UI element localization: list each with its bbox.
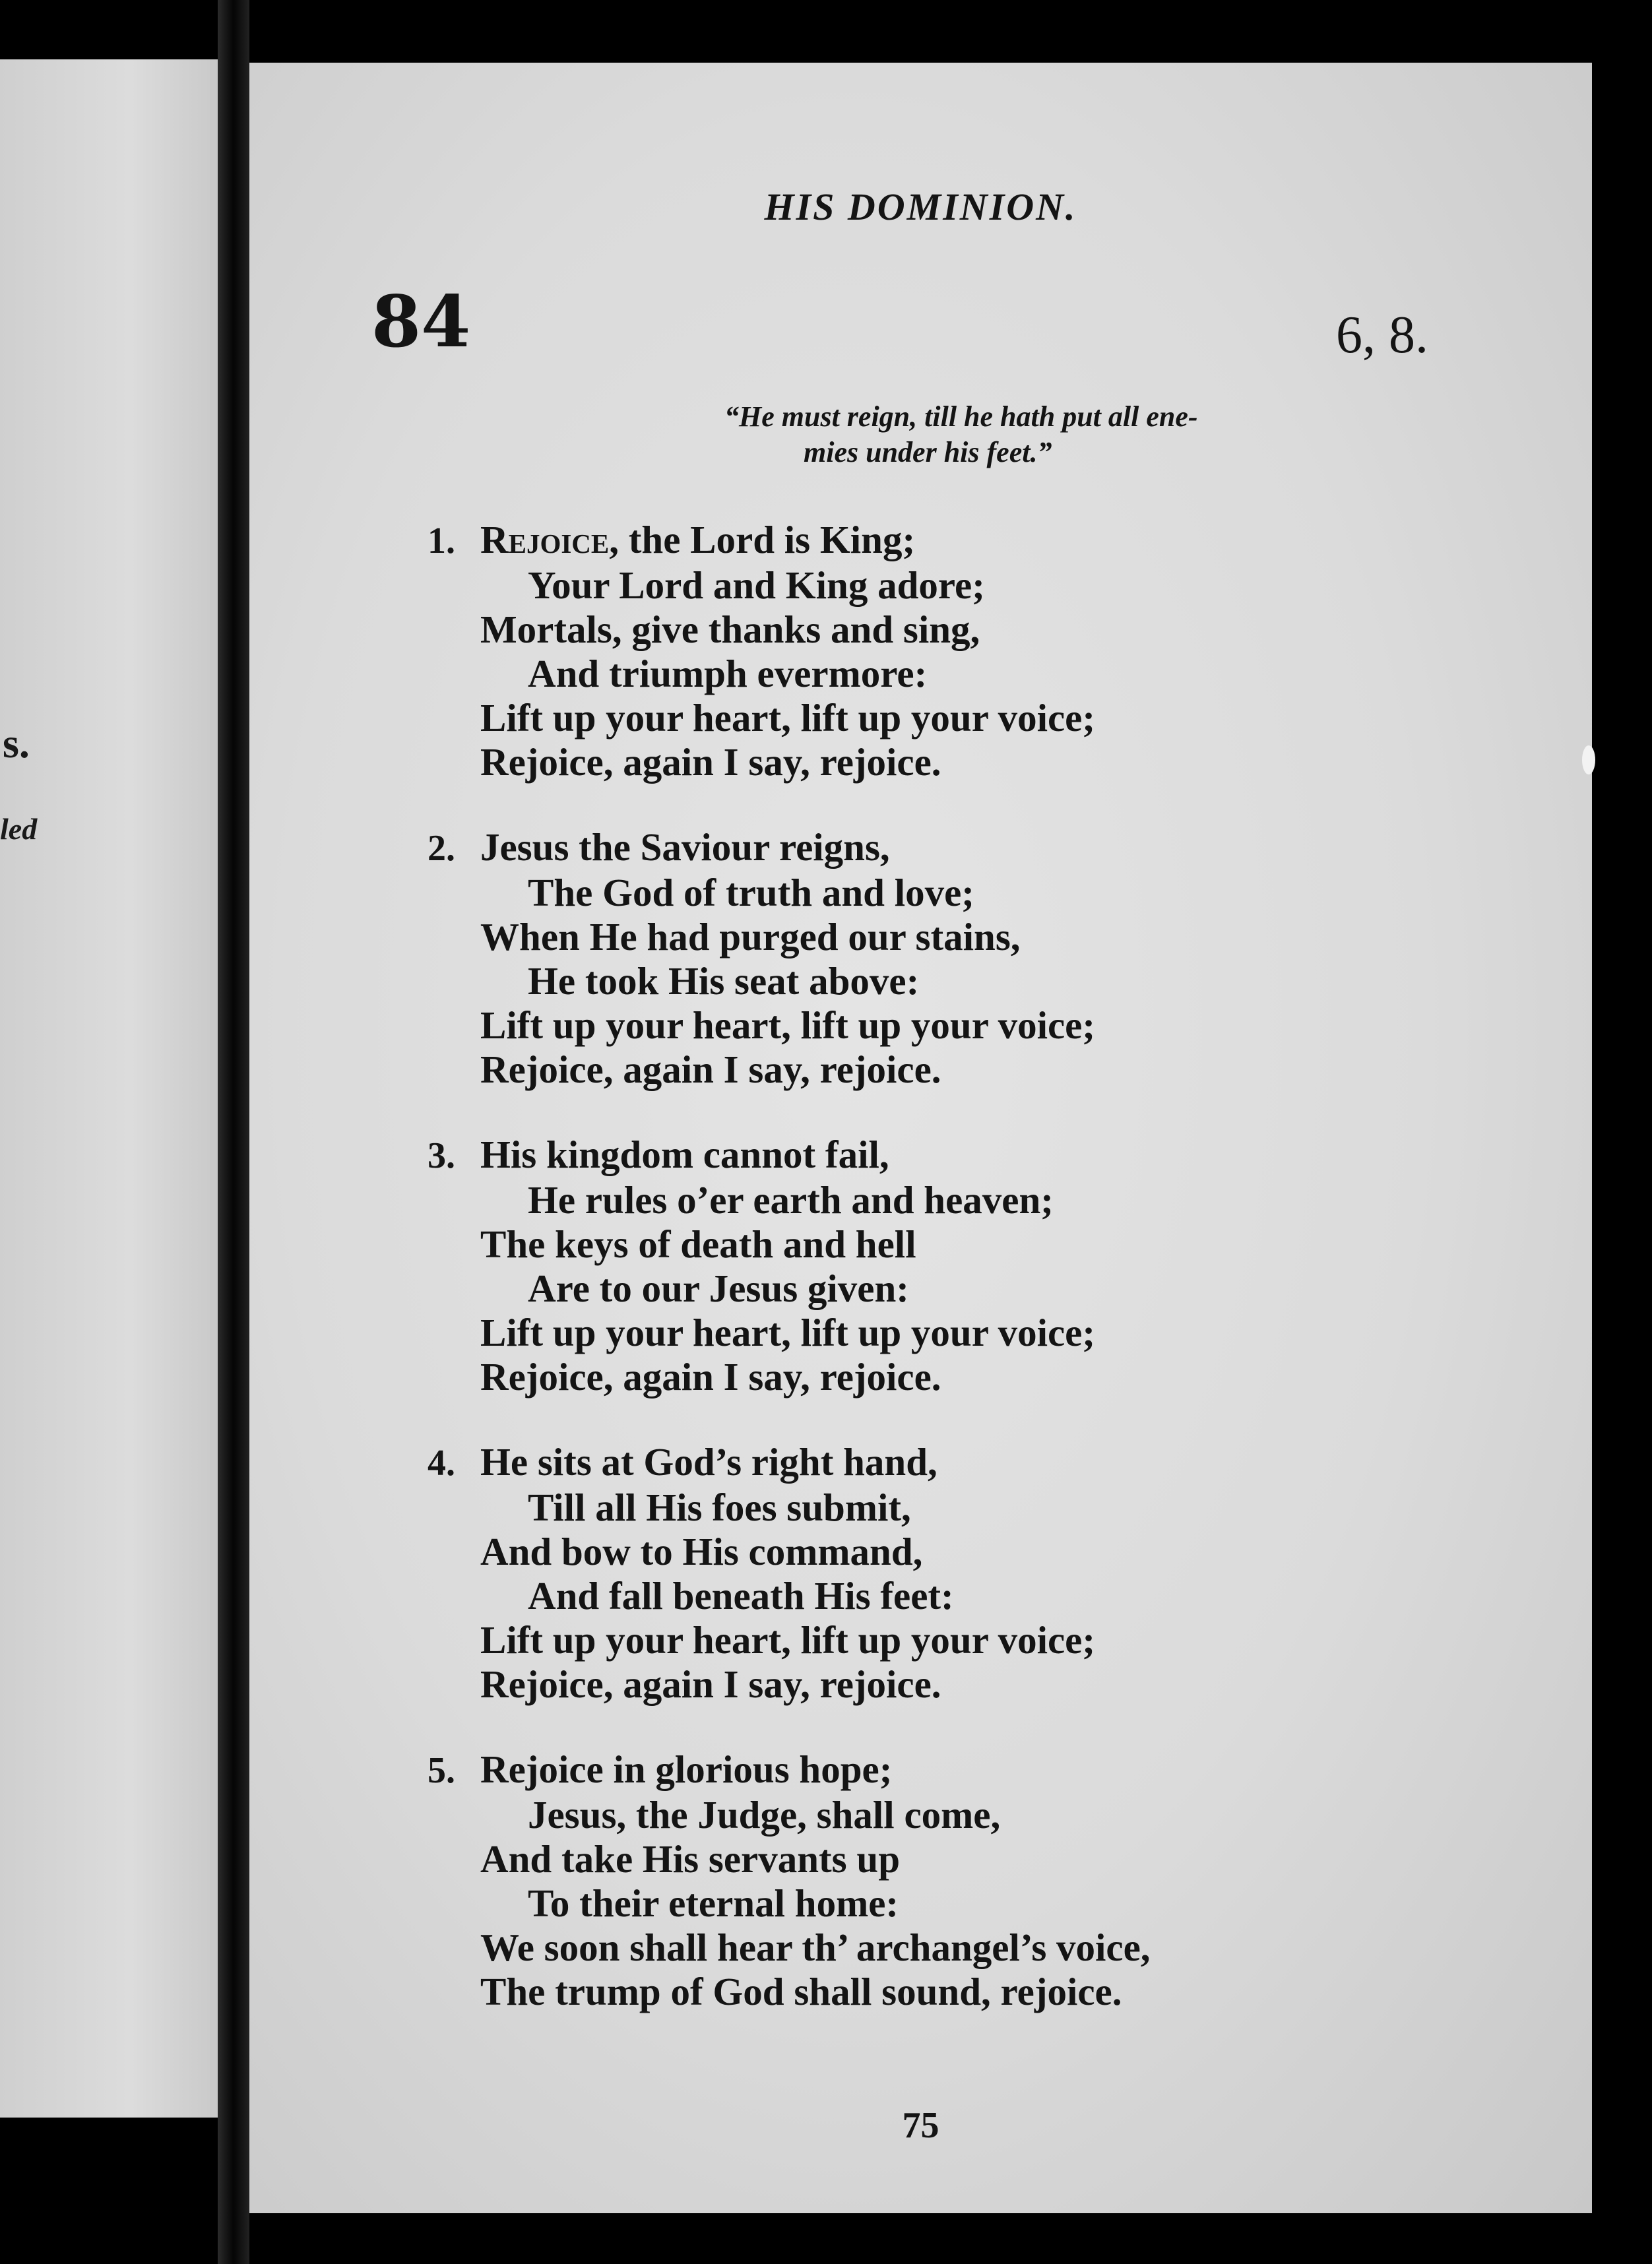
verse-line-text: And triumph evermore: (528, 652, 928, 695)
verse (428, 825, 1516, 1092)
paper-blemish (1582, 745, 1595, 774)
verse-line-text: Lift up your heart, lift up your voice; (480, 1618, 1095, 1662)
verse-line-text: He took His seat above: (528, 959, 920, 1003)
verse-line (428, 1970, 1516, 2014)
verse-line-text: He rules o’er earth and heaven; (528, 1178, 1054, 1222)
verse-line-text: Mortals, give thanks and sing, (480, 608, 980, 651)
verse-line-text: Rejoice, again I say, rejoice. (480, 1048, 941, 1091)
verse-number: 5. (428, 1750, 455, 1791)
running-head: HIS DOMINION. (764, 185, 1077, 228)
verse-line (428, 1926, 1516, 1970)
hymn-page (249, 63, 1592, 2213)
verse-line (428, 1311, 1516, 1355)
verse-line-text: And fall beneath His feet: (528, 1574, 954, 1618)
verse-line-text: We soon shall hear th’ archangel’s voice, (480, 1926, 1151, 1969)
verse-line (428, 1747, 1516, 1793)
epigraph-line: “He must reign, till he hath put all ene- (724, 400, 1198, 433)
verse-line-text: Lift up your heart, lift up your voice; (480, 1003, 1095, 1047)
verse-line-text: When He had purged our stains, (480, 915, 1021, 959)
verse-line-text: Rejoice, again I say, rejoice. (480, 740, 941, 784)
page-number: 75 (902, 2105, 939, 2146)
verse (428, 1747, 1516, 2014)
verse-line-text: Lift up your heart, lift up your voice; (480, 1311, 1095, 1354)
verse-line (428, 1267, 1516, 1311)
verse-line-text: Lift up your heart, lift up your voice; (480, 696, 1095, 739)
verse-line (428, 1793, 1516, 1837)
verse-line-text: And bow to His command, (480, 1530, 923, 1573)
verse-line-text: The keys of death and hell (480, 1222, 916, 1266)
verse-line-text: The trump of God shall sound, rejoice. (480, 1970, 1122, 2013)
verse-line-text: Are to our Jesus given: (528, 1267, 909, 1310)
verse-number: 3. (428, 1135, 455, 1176)
verse-line (428, 1222, 1516, 1267)
left-page-fragment: s. (3, 720, 30, 767)
verse-line-text: Till all His foes submit, (528, 1486, 911, 1529)
verse-line (428, 1530, 1516, 1574)
verse-line (428, 563, 1516, 608)
left-facing-page (0, 59, 218, 2118)
verse-line-text-rest: , the Lord is King; (609, 518, 916, 561)
hymn-meter: 6, 8. (1336, 306, 1428, 364)
verse-line (428, 1048, 1516, 1092)
verse-line-text: Your Lord and King adore; (528, 563, 985, 607)
verse (428, 518, 1516, 784)
verse-line (428, 1440, 1516, 1486)
verse-line-text: Rejoice, again I say, rejoice. (480, 1662, 941, 1706)
verse-number: 2. (428, 828, 455, 869)
verse-line (428, 1486, 1516, 1530)
verse-line (428, 1355, 1516, 1399)
hymn-number: 84 (371, 280, 471, 363)
verse-line (428, 1133, 1516, 1178)
verse-line (428, 696, 1516, 740)
verse-line (428, 608, 1516, 652)
verse-line (428, 1003, 1516, 1048)
verse-line (428, 915, 1516, 959)
epigraph-line: mies under his feet.” (804, 436, 1052, 468)
verse (428, 1133, 1516, 1399)
verse-line-text: Rejoice in glorious hope; (480, 1747, 893, 1791)
verse-line (428, 740, 1516, 784)
verse-line-text: Rejoice (480, 518, 610, 561)
book-gutter (218, 0, 249, 2264)
verse-line (428, 825, 1516, 871)
verse-line-text: To their eternal home: (528, 1881, 899, 1925)
left-page-fragment: led (0, 812, 38, 846)
hymn-text (428, 518, 1516, 2055)
verse-line-text: His kingdom cannot fail, (480, 1133, 889, 1176)
verse-line-text: Rejoice, again I say, rejoice. (480, 1355, 941, 1399)
verse-number: 4. (428, 1443, 455, 1484)
verse-line (428, 1618, 1516, 1662)
verse-line (428, 1837, 1516, 1881)
verse-line (428, 1881, 1516, 1926)
verse-line (428, 959, 1516, 1003)
verse-line-text: The God of truth and love; (528, 871, 974, 914)
verse-line (428, 1662, 1516, 1707)
verse-line (428, 871, 1516, 915)
epigraph (724, 399, 1404, 470)
verse-line-text: He sits at God’s right hand, (480, 1440, 937, 1484)
verse-line (428, 1178, 1516, 1222)
verse-line (428, 518, 1516, 563)
verse-number: 1. (428, 520, 455, 561)
verse (428, 1440, 1516, 1707)
verse-line-text: Jesus the Saviour reigns, (480, 825, 890, 869)
verse-line-text: And take His servants up (480, 1837, 901, 1881)
verse-line (428, 652, 1516, 696)
verse-line (428, 1574, 1516, 1618)
verse-line-text: Jesus, the Judge, shall come, (528, 1793, 1001, 1837)
